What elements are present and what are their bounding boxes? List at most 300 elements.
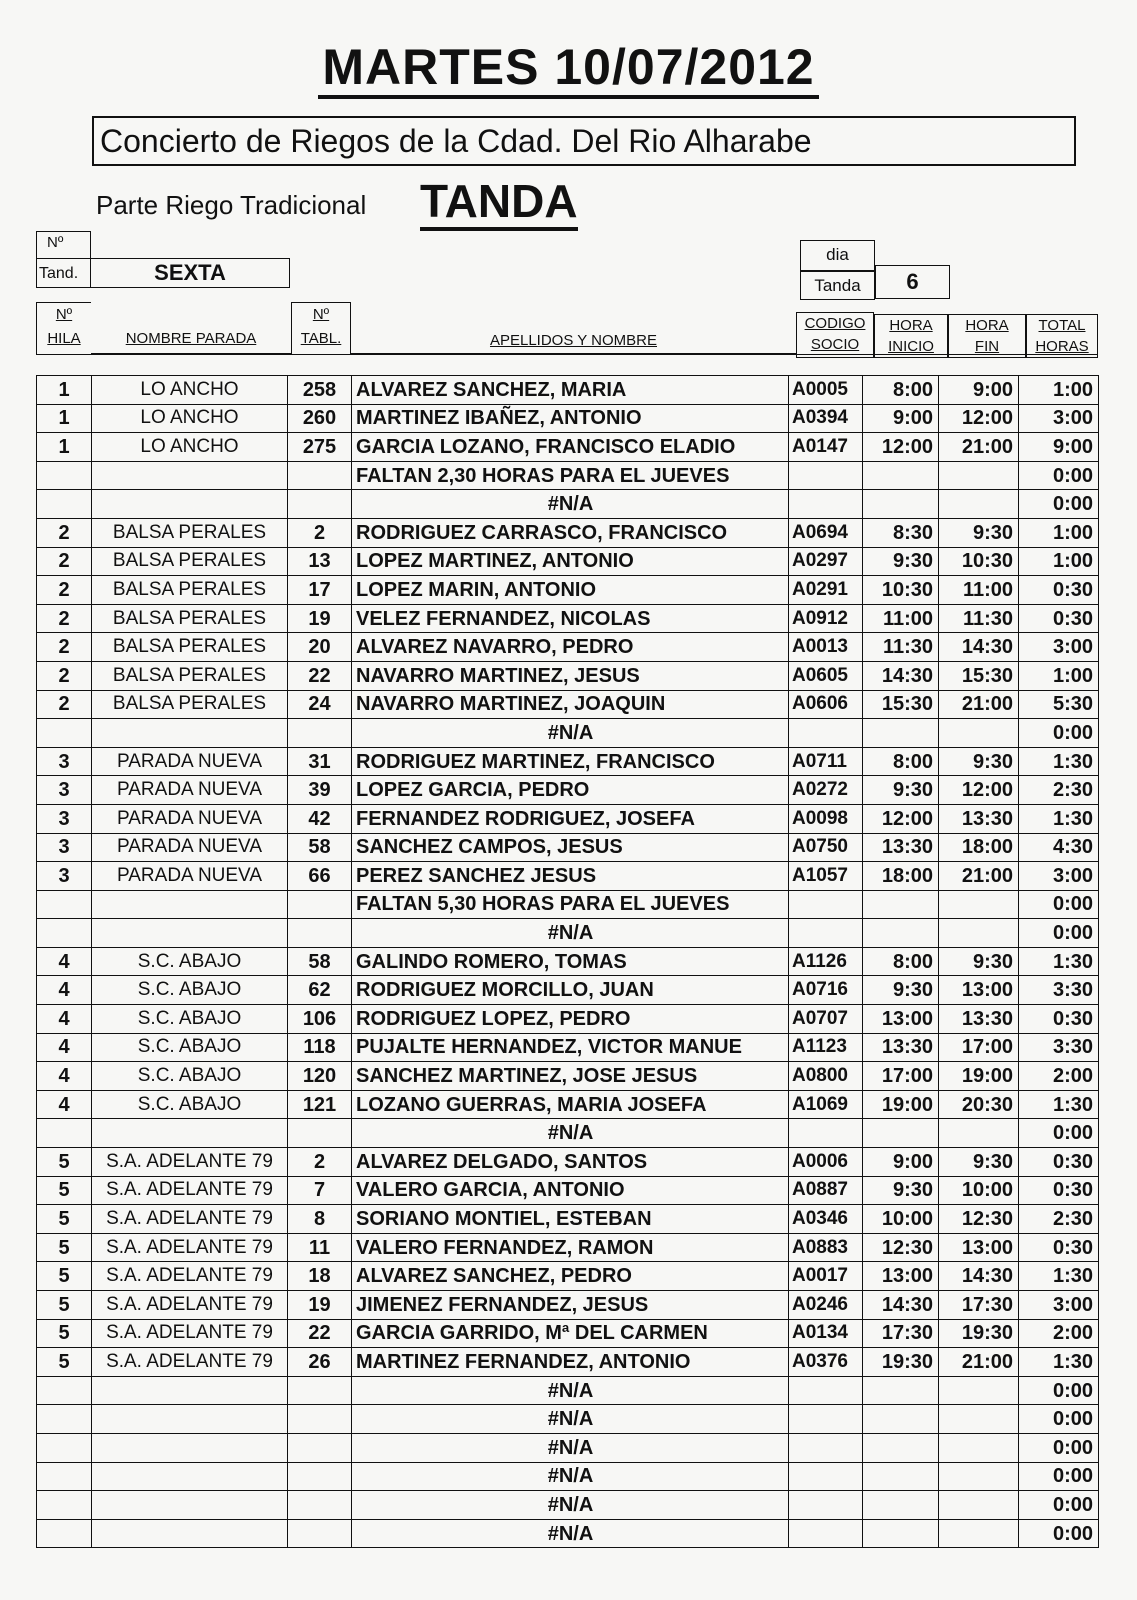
- cell-hila: 5: [37, 1291, 92, 1320]
- table-row: [37, 833, 1099, 862]
- cell-tabl: 20: [288, 633, 352, 662]
- table-row: [37, 490, 1099, 519]
- cell-nombre: SORIANO MONTIEL, ESTEBAN: [352, 1205, 789, 1234]
- cell-parada: [92, 1462, 288, 1491]
- cell-fin: [939, 1519, 1019, 1548]
- cell-hila: 4: [37, 1062, 92, 1091]
- cell-nombre: SANCHEZ MARTINEZ, JOSE JESUS: [352, 1062, 789, 1091]
- cell-nombre: FALTAN 5,30 HORAS PARA EL JUEVES: [352, 890, 789, 919]
- cell-parada: [92, 490, 288, 519]
- cell-tabl: 66: [288, 862, 352, 891]
- cell-nombre: LOPEZ MARTINEZ, ANTONIO: [352, 547, 789, 576]
- cell-inicio: 12:00: [863, 804, 939, 833]
- tanda-value: SEXTA: [90, 258, 290, 288]
- cell-total: 0:00: [1019, 1376, 1099, 1405]
- table-row: [37, 1090, 1099, 1119]
- cell-inicio: 8:00: [863, 747, 939, 776]
- table-row: [37, 890, 1099, 919]
- cell-parada: S.A. ADELANTE 79: [92, 1148, 288, 1177]
- cell-total: 0:00: [1019, 890, 1099, 919]
- cell-tabl: 13: [288, 547, 352, 576]
- cell-parada: PARADA NUEVA: [92, 747, 288, 776]
- cell-fin: [939, 1376, 1019, 1405]
- cell-hila: 5: [37, 1348, 92, 1377]
- cell-nombre: GARCIA LOZANO, FRANCISCO ELADIO: [352, 433, 789, 462]
- cell-tabl: 118: [288, 1033, 352, 1062]
- cell-nombre: ALVAREZ NAVARRO, PEDRO: [352, 633, 789, 662]
- cell-total: 3:00: [1019, 862, 1099, 891]
- cell-codigo: A0246: [789, 1291, 863, 1320]
- cell-tabl: [288, 1491, 352, 1520]
- cell-fin: [939, 1491, 1019, 1520]
- dia-value: 6: [875, 265, 950, 299]
- cell-nombre: NAVARRO MARTINEZ, JESUS: [352, 661, 789, 690]
- cell-total: 3:00: [1019, 633, 1099, 662]
- table-row: [37, 1519, 1099, 1548]
- cell-codigo: [789, 1491, 863, 1520]
- cell-fin: 19:00: [939, 1062, 1019, 1091]
- cell-nombre: LOZANO GUERRAS, MARIA JOSEFA: [352, 1090, 789, 1119]
- table-row: [37, 1491, 1099, 1520]
- table-row: [37, 1205, 1099, 1234]
- cell-codigo: A0912: [789, 604, 863, 633]
- cell-inicio: 9:30: [863, 776, 939, 805]
- cell-inicio: [863, 919, 939, 948]
- table-body: [37, 376, 1099, 1548]
- cell-tabl: 39: [288, 776, 352, 805]
- cell-fin: 14:30: [939, 633, 1019, 662]
- cell-total: 1:30: [1019, 747, 1099, 776]
- cell-hila: 5: [37, 1148, 92, 1177]
- cell-inicio: [863, 1376, 939, 1405]
- cell-total: 0:00: [1019, 1462, 1099, 1491]
- cell-codigo: A0707: [789, 1005, 863, 1034]
- cell-codigo: [789, 1433, 863, 1462]
- cell-fin: 12:00: [939, 776, 1019, 805]
- table-row: [37, 518, 1099, 547]
- cell-fin: 11:00: [939, 576, 1019, 605]
- cell-nombre: #N/A: [352, 490, 789, 519]
- cell-codigo: [789, 1376, 863, 1405]
- cell-parada: S.A. ADELANTE 79: [92, 1205, 288, 1234]
- col-header-fin-top: HORA: [965, 317, 1009, 334]
- cell-hila: 5: [37, 1176, 92, 1205]
- dia-label: dia: [800, 240, 875, 272]
- cell-fin: 9:30: [939, 747, 1019, 776]
- cell-nombre: NAVARRO MARTINEZ, JOAQUIN: [352, 690, 789, 719]
- cell-nombre: #N/A: [352, 1491, 789, 1520]
- cell-parada: S.C. ABAJO: [92, 976, 288, 1005]
- cell-parada: PARADA NUEVA: [92, 804, 288, 833]
- cell-tabl: 11: [288, 1233, 352, 1262]
- cell-codigo: A0605: [789, 661, 863, 690]
- cell-total: 3:00: [1019, 1291, 1099, 1320]
- cell-hila: [37, 919, 92, 948]
- table-row: [37, 1119, 1099, 1148]
- cell-hila: 4: [37, 1005, 92, 1034]
- cell-nombre: SANCHEZ CAMPOS, JESUS: [352, 833, 789, 862]
- cell-nombre: VALERO GARCIA, ANTONIO: [352, 1176, 789, 1205]
- cell-nombre: ALVAREZ DELGADO, SANTOS: [352, 1148, 789, 1177]
- cell-total: 0:00: [1019, 719, 1099, 748]
- cell-fin: [939, 1405, 1019, 1434]
- cell-fin: 9:30: [939, 947, 1019, 976]
- cell-hila: 2: [37, 518, 92, 547]
- cell-total: 5:30: [1019, 690, 1099, 719]
- table-row: [37, 604, 1099, 633]
- cell-tabl: [288, 1119, 352, 1148]
- cell-total: 4:30: [1019, 833, 1099, 862]
- cell-inicio: 10:00: [863, 1205, 939, 1234]
- cell-tabl: 24: [288, 690, 352, 719]
- cell-tabl: 258: [288, 376, 352, 405]
- table-row: [37, 919, 1099, 948]
- cell-codigo: [789, 1119, 863, 1148]
- cell-fin: 18:00: [939, 833, 1019, 862]
- cell-parada: BALSA PERALES: [92, 690, 288, 719]
- cell-parada: PARADA NUEVA: [92, 862, 288, 891]
- col-header-hila-top: Nº: [55, 306, 73, 323]
- cell-nombre: ALVAREZ SANCHEZ, PEDRO: [352, 1262, 789, 1291]
- cell-tabl: 26: [288, 1348, 352, 1377]
- cell-inicio: 13:30: [863, 1033, 939, 1062]
- cell-fin: [939, 919, 1019, 948]
- dia-tanda-label: Tanda: [800, 270, 875, 300]
- cell-inicio: 11:30: [863, 633, 939, 662]
- cell-parada: [92, 1433, 288, 1462]
- cell-nombre: #N/A: [352, 1519, 789, 1548]
- cell-parada: S.C. ABAJO: [92, 947, 288, 976]
- table-row: [37, 633, 1099, 662]
- table-row: [37, 1462, 1099, 1491]
- cell-codigo: [789, 919, 863, 948]
- cell-fin: 17:30: [939, 1291, 1019, 1320]
- cell-inicio: 13:00: [863, 1005, 939, 1034]
- cell-fin: 17:00: [939, 1033, 1019, 1062]
- cell-total: 1:30: [1019, 804, 1099, 833]
- cell-codigo: A0017: [789, 1262, 863, 1291]
- cell-fin: [939, 1462, 1019, 1491]
- cell-nombre: #N/A: [352, 919, 789, 948]
- cell-fin: 14:30: [939, 1262, 1019, 1291]
- cell-inicio: 18:00: [863, 862, 939, 891]
- cell-hila: 2: [37, 604, 92, 633]
- cell-inicio: 15:30: [863, 690, 939, 719]
- cell-codigo: A0800: [789, 1062, 863, 1091]
- cell-inicio: [863, 1491, 939, 1520]
- cell-hila: 4: [37, 1033, 92, 1062]
- table-row: [37, 1319, 1099, 1348]
- cell-fin: 20:30: [939, 1090, 1019, 1119]
- table-row: [37, 1291, 1099, 1320]
- cell-hila: [37, 1491, 92, 1520]
- cell-hila: [37, 490, 92, 519]
- cell-nombre: FERNANDEZ RODRIGUEZ, JOSEFA: [352, 804, 789, 833]
- col-header-codigo: [796, 312, 874, 358]
- cell-parada: [92, 461, 288, 490]
- cell-tabl: [288, 1433, 352, 1462]
- cell-tabl: [288, 490, 352, 519]
- table-row: [37, 661, 1099, 690]
- cell-total: 3:30: [1019, 976, 1099, 1005]
- cell-nombre: #N/A: [352, 1119, 789, 1148]
- cell-fin: 19:30: [939, 1319, 1019, 1348]
- cell-total: 2:00: [1019, 1319, 1099, 1348]
- cell-total: 1:00: [1019, 376, 1099, 405]
- cell-codigo: A0887: [789, 1176, 863, 1205]
- cell-inicio: [863, 890, 939, 919]
- cell-codigo: A0013: [789, 633, 863, 662]
- cell-hila: 2: [37, 690, 92, 719]
- cell-fin: 21:00: [939, 862, 1019, 891]
- cell-total: 1:30: [1019, 1348, 1099, 1377]
- cell-codigo: A0750: [789, 833, 863, 862]
- cell-tabl: 120: [288, 1062, 352, 1091]
- cell-inicio: [863, 461, 939, 490]
- cell-tabl: 22: [288, 1319, 352, 1348]
- cell-fin: 13:00: [939, 1233, 1019, 1262]
- cell-nombre: PEREZ SANCHEZ JESUS: [352, 862, 789, 891]
- cell-inicio: [863, 1405, 939, 1434]
- cell-nombre: PUJALTE HERNANDEZ, VICTOR MANUE: [352, 1033, 789, 1062]
- cell-parada: BALSA PERALES: [92, 633, 288, 662]
- cell-total: 2:30: [1019, 776, 1099, 805]
- cell-parada: PARADA NUEVA: [92, 776, 288, 805]
- cell-tabl: 58: [288, 947, 352, 976]
- cell-hila: 3: [37, 833, 92, 862]
- col-header-tabl-top: Nº: [312, 306, 330, 323]
- table-row: [37, 1376, 1099, 1405]
- cell-hila: 5: [37, 1319, 92, 1348]
- cell-hila: 3: [37, 747, 92, 776]
- cell-parada: S.C. ABAJO: [92, 1062, 288, 1091]
- cell-inicio: [863, 1119, 939, 1148]
- cell-codigo: A0134: [789, 1319, 863, 1348]
- cell-fin: 12:30: [939, 1205, 1019, 1234]
- cell-tabl: 121: [288, 1090, 352, 1119]
- cell-nombre: #N/A: [352, 1462, 789, 1491]
- cell-parada: PARADA NUEVA: [92, 833, 288, 862]
- cell-hila: [37, 1376, 92, 1405]
- cell-tabl: 31: [288, 747, 352, 776]
- cell-hila: 2: [37, 576, 92, 605]
- cell-inicio: [863, 1462, 939, 1491]
- page-title-text: MARTES 10/07/2012: [318, 39, 818, 99]
- col-header-tabl-bottom: TABL.: [300, 330, 342, 347]
- cell-hila: [37, 461, 92, 490]
- cell-fin: 10:00: [939, 1176, 1019, 1205]
- cell-fin: 21:00: [939, 1348, 1019, 1377]
- cell-nombre: GALINDO ROMERO, TOMAS: [352, 947, 789, 976]
- table-row: [37, 1262, 1099, 1291]
- table-row: [37, 1405, 1099, 1434]
- cell-total: 0:00: [1019, 1405, 1099, 1434]
- cell-hila: 2: [37, 661, 92, 690]
- cell-inicio: 11:00: [863, 604, 939, 633]
- cell-inicio: 17:00: [863, 1062, 939, 1091]
- cell-hila: [37, 719, 92, 748]
- cell-parada: [92, 890, 288, 919]
- cell-tabl: 8: [288, 1205, 352, 1234]
- cell-parada: S.A. ADELANTE 79: [92, 1291, 288, 1320]
- cell-inicio: 9:30: [863, 1176, 939, 1205]
- cell-parada: [92, 1376, 288, 1405]
- irrigation-table: [36, 375, 1099, 1548]
- cell-tabl: 7: [288, 1176, 352, 1205]
- col-header-inicio-bottom: INICIO: [888, 338, 934, 355]
- col-header-fin: [948, 314, 1026, 358]
- cell-inicio: [863, 490, 939, 519]
- cell-hila: 1: [37, 433, 92, 462]
- cell-total: 0:30: [1019, 1233, 1099, 1262]
- cell-parada: S.A. ADELANTE 79: [92, 1233, 288, 1262]
- cell-nombre: RODRIGUEZ MORCILLO, JUAN: [352, 976, 789, 1005]
- cell-hila: 5: [37, 1233, 92, 1262]
- tanda-no-label: Nº: [36, 231, 91, 259]
- cell-inicio: [863, 719, 939, 748]
- cell-fin: 12:00: [939, 404, 1019, 433]
- cell-total: 0:30: [1019, 1005, 1099, 1034]
- cell-nombre: FALTAN 2,30 HORAS PARA EL JUEVES: [352, 461, 789, 490]
- cell-hila: 1: [37, 404, 92, 433]
- cell-total: 1:00: [1019, 518, 1099, 547]
- cell-fin: [939, 490, 1019, 519]
- cell-fin: 13:30: [939, 1005, 1019, 1034]
- cell-tabl: 58: [288, 833, 352, 862]
- cell-parada: [92, 1491, 288, 1520]
- col-header-apellidos: [351, 330, 796, 354]
- cell-nombre: MARTINEZ FERNANDEZ, ANTONIO: [352, 1348, 789, 1377]
- cell-nombre: ALVAREZ SANCHEZ, MARIA: [352, 376, 789, 405]
- cell-tabl: [288, 461, 352, 490]
- table-row: [37, 376, 1099, 405]
- cell-total: 0:00: [1019, 919, 1099, 948]
- col-header-nombre-parada-text: NOMBRE PARADA: [125, 330, 257, 347]
- cell-inicio: 9:30: [863, 976, 939, 1005]
- cell-fin: [939, 1119, 1019, 1148]
- cell-codigo: A0297: [789, 547, 863, 576]
- table-row: [37, 433, 1099, 462]
- cell-inicio: 13:30: [863, 833, 939, 862]
- cell-nombre: #N/A: [352, 1405, 789, 1434]
- cell-hila: 3: [37, 804, 92, 833]
- cell-nombre: #N/A: [352, 719, 789, 748]
- cell-codigo: [789, 490, 863, 519]
- cell-inicio: 19:30: [863, 1348, 939, 1377]
- cell-codigo: A0005: [789, 376, 863, 405]
- cell-hila: 5: [37, 1205, 92, 1234]
- cell-nombre: JIMENEZ FERNANDEZ, JESUS: [352, 1291, 789, 1320]
- cell-codigo: A1126: [789, 947, 863, 976]
- cell-hila: 2: [37, 633, 92, 662]
- cell-inicio: [863, 1519, 939, 1548]
- cell-total: 2:00: [1019, 1062, 1099, 1091]
- table-row: [37, 1348, 1099, 1377]
- cell-fin: [939, 719, 1019, 748]
- table-row: [37, 690, 1099, 719]
- cell-parada: S.A. ADELANTE 79: [92, 1262, 288, 1291]
- cell-hila: [37, 890, 92, 919]
- cell-inicio: [863, 1433, 939, 1462]
- cell-nombre: RODRIGUEZ LOPEZ, PEDRO: [352, 1005, 789, 1034]
- cell-codigo: A0147: [789, 433, 863, 462]
- cell-total: 0:00: [1019, 1491, 1099, 1520]
- cell-codigo: A0694: [789, 518, 863, 547]
- cell-tabl: [288, 919, 352, 948]
- cell-nombre: MARTINEZ IBAÑEZ, ANTONIO: [352, 404, 789, 433]
- cell-parada: S.A. ADELANTE 79: [92, 1348, 288, 1377]
- cell-codigo: A0346: [789, 1205, 863, 1234]
- cell-tabl: [288, 719, 352, 748]
- cell-hila: 5: [37, 1262, 92, 1291]
- cell-fin: 9:30: [939, 518, 1019, 547]
- cell-fin: [939, 1433, 1019, 1462]
- cell-codigo: [789, 719, 863, 748]
- table-row: [37, 1176, 1099, 1205]
- col-header-inicio-top: HORA: [889, 317, 933, 334]
- cell-nombre: VELEZ FERNANDEZ, NICOLAS: [352, 604, 789, 633]
- cell-tabl: [288, 1376, 352, 1405]
- table-row: [37, 1433, 1099, 1462]
- table-row: [37, 719, 1099, 748]
- col-header-hila-bottom: HILA: [47, 330, 81, 347]
- cell-parada: [92, 1405, 288, 1434]
- cell-total: 2:30: [1019, 1205, 1099, 1234]
- cell-codigo: A1057: [789, 862, 863, 891]
- cell-codigo: A1069: [789, 1090, 863, 1119]
- cell-parada: BALSA PERALES: [92, 576, 288, 605]
- tanda-heading: [420, 174, 578, 228]
- cell-total: 0:00: [1019, 1119, 1099, 1148]
- cell-parada: S.A. ADELANTE 79: [92, 1176, 288, 1205]
- cell-total: 0:00: [1019, 1433, 1099, 1462]
- col-header-total: [1026, 314, 1098, 358]
- cell-total: 9:00: [1019, 433, 1099, 462]
- col-header-codigo-bottom: SOCIO: [810, 336, 860, 353]
- table-row: [37, 1062, 1099, 1091]
- table-row: [37, 547, 1099, 576]
- cell-nombre: GARCIA GARRIDO, Mª DEL CARMEN: [352, 1319, 789, 1348]
- cell-parada: S.C. ABAJO: [92, 1090, 288, 1119]
- header-divider: [36, 354, 1098, 355]
- cell-inicio: 9:00: [863, 404, 939, 433]
- cell-parada: BALSA PERALES: [92, 604, 288, 633]
- cell-total: 0:00: [1019, 490, 1099, 519]
- cell-total: 1:30: [1019, 947, 1099, 976]
- cell-fin: 10:30: [939, 547, 1019, 576]
- col-header-fin-bottom: FIN: [974, 338, 1000, 355]
- cell-nombre: #N/A: [352, 1433, 789, 1462]
- cell-inicio: 17:30: [863, 1319, 939, 1348]
- cell-tabl: 22: [288, 661, 352, 690]
- subtitle-box: Concierto de Riegos de la Cdad. Del Rio Alharabe: [92, 116, 1076, 166]
- cell-total: 0:30: [1019, 576, 1099, 605]
- cell-inicio: 9:30: [863, 547, 939, 576]
- cell-codigo: A0376: [789, 1348, 863, 1377]
- table-row: [37, 776, 1099, 805]
- cell-codigo: A0883: [789, 1233, 863, 1262]
- cell-fin: 13:00: [939, 976, 1019, 1005]
- cell-tabl: 18: [288, 1262, 352, 1291]
- cell-nombre: RODRIGUEZ MARTINEZ, FRANCISCO: [352, 747, 789, 776]
- cell-inicio: 8:00: [863, 376, 939, 405]
- cell-hila: 4: [37, 976, 92, 1005]
- cell-codigo: A0098: [789, 804, 863, 833]
- cell-tabl: 2: [288, 518, 352, 547]
- cell-hila: [37, 1462, 92, 1491]
- col-header-hila: [36, 302, 91, 354]
- cell-fin: 21:00: [939, 433, 1019, 462]
